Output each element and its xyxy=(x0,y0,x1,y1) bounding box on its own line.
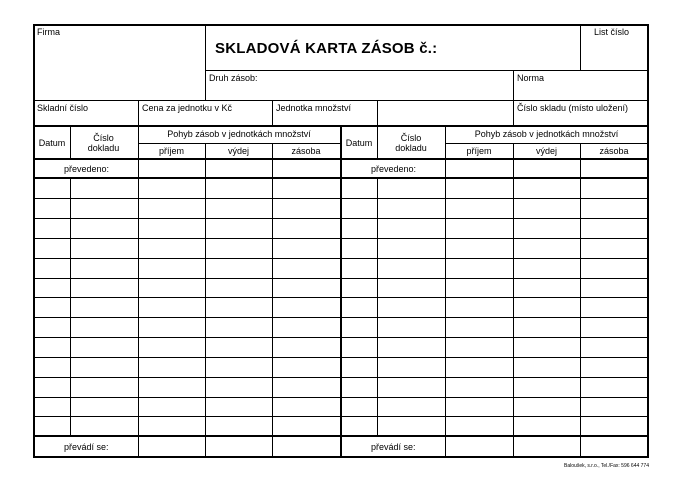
dokladu-header-right: dokladu xyxy=(395,143,427,153)
header-divider-left xyxy=(205,25,206,101)
prevedeno-label-left: převedeno: xyxy=(64,164,110,174)
firma-label: Firma xyxy=(37,27,60,37)
prevadi-row-top xyxy=(34,435,648,437)
datum-header-left: Datum xyxy=(38,138,66,148)
list-cislo-label: List číslo xyxy=(594,27,630,37)
prevadi-label-left: převádí se: xyxy=(64,442,109,452)
cena-label: Cena za jednotku v Kč xyxy=(142,103,233,113)
table-row-line xyxy=(34,297,648,298)
pohyb-header-right: Pohyb zásob v jednotkách množství xyxy=(474,129,619,139)
col-vydej-left xyxy=(272,143,273,457)
zasoba-header-left: zásoba xyxy=(291,146,321,156)
dokladu-header-left: dokladu xyxy=(87,143,120,153)
table-row-line xyxy=(34,337,648,338)
header-hline xyxy=(205,70,648,71)
table-row-line xyxy=(34,397,648,398)
table-row-line xyxy=(34,198,648,199)
table-row-line xyxy=(34,258,648,259)
pohyb-subline-right xyxy=(445,143,648,144)
form-title: SKLADOVÁ KARTA ZÁSOB č.: xyxy=(215,40,438,57)
cislo-header-right: Číslo xyxy=(400,133,422,143)
publisher-footer: Baloušek, s.r.o., Tel./Fax: 596 644 774 xyxy=(564,463,649,469)
col-datum-right-header xyxy=(377,126,378,158)
druh-zasob-label: Druh zásob: xyxy=(209,73,258,83)
prijem-header-right: příjem xyxy=(466,146,492,156)
col-cislo-left xyxy=(138,126,139,457)
table-row-line xyxy=(34,238,648,239)
datum-header-right: Datum xyxy=(345,138,373,148)
prevadi-label-right: převádí se: xyxy=(371,442,416,452)
vydej-header-right: výdej xyxy=(535,146,557,156)
info-row-top xyxy=(34,100,648,101)
norma-label: Norma xyxy=(517,73,545,83)
info-divider-4 xyxy=(513,100,514,126)
table-header-bottom xyxy=(34,158,648,160)
table-row-line xyxy=(34,278,648,279)
table-row-line xyxy=(34,416,648,417)
jednotka-label: Jednotka množství xyxy=(276,103,352,113)
pohyb-subline-left xyxy=(138,143,340,144)
info-divider-3 xyxy=(377,100,378,126)
norma-divider xyxy=(513,70,514,101)
col-prijem-left xyxy=(205,143,206,457)
skladni-cislo-label: Skladní číslo xyxy=(37,103,89,113)
cislo-header-left: Číslo xyxy=(93,133,114,143)
table-row-line xyxy=(34,218,648,219)
col-cislo-right xyxy=(445,126,446,457)
info-divider-2 xyxy=(272,100,273,126)
cislo-skladu-label: Číslo skladu (místo uložení) xyxy=(517,103,629,113)
table-row-line xyxy=(34,377,648,378)
table-row-line xyxy=(34,317,648,318)
info-divider-1 xyxy=(138,100,139,126)
col-vydej-right xyxy=(580,143,581,457)
prevedeno-label-right: převedeno: xyxy=(371,164,417,174)
prevedeno-row-bottom xyxy=(34,177,648,179)
header-divider-right xyxy=(580,25,581,71)
prijem-header-left: příjem xyxy=(158,146,184,156)
zasoba-header-right: zásoba xyxy=(599,146,629,156)
table-row-line xyxy=(34,357,648,358)
table-center-divider xyxy=(340,125,342,457)
pohyb-header-left: Pohyb zásob v jednotkách množství xyxy=(167,129,311,139)
vydej-header-left: výdej xyxy=(227,146,249,156)
col-prijem-right xyxy=(513,143,514,457)
col-datum-left-header xyxy=(70,126,71,158)
